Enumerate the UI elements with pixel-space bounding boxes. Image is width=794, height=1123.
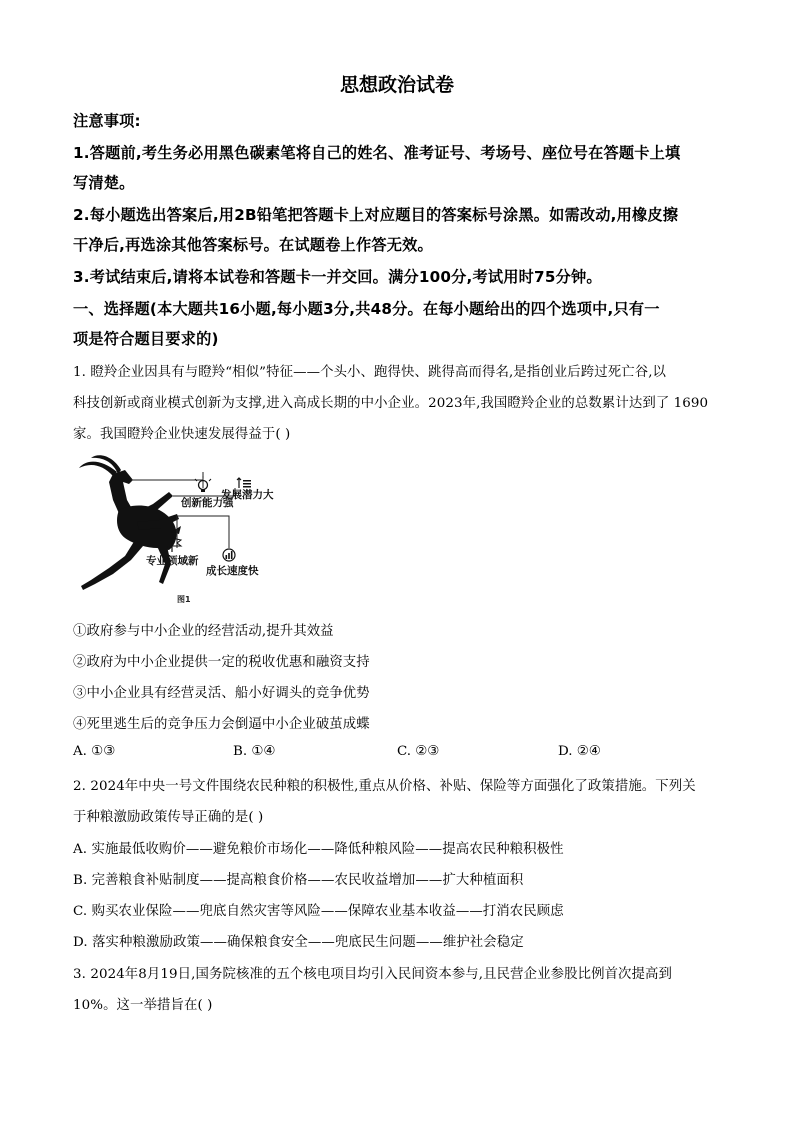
label-potential: 发展潜力大 [221,489,274,501]
q1-stem-2: 科技创新或商业模式创新为支撑,进入高成长期的中小企业。2023年,我国瞪羚企业的总数累计达到了 1690 [73,396,709,411]
q2-option-a[interactable]: A. 实施最低收购价——避免粮价市场化——降低种粮风险——提高农民种粮积极性 [73,842,564,857]
page-title: 思想政治试卷 [339,74,454,96]
notice-item-1-cont: 写清楚。 [73,174,135,192]
label-field: 专业领域新 [146,555,199,567]
q1-option-b[interactable]: B. ①④ [233,744,276,759]
q2-stem-1: 2. 2024年中央一号文件围绕农民种粮的积极性,重点从价格、补贴、保险等方面强化了政策措施。下列关 [73,779,696,794]
growth-chart-icon [223,549,235,561]
q3-stem-1: 3. 2024年8月19日,国务院核准的五个核电项目均引入民间资本参与,且民营企业参股比例首次提高到 [73,967,673,982]
q1-stem-1: 1. 瞪羚企业因具有与瞪羚“相似”特征——个头小、跑得快、跳得高而得名,是指创业后跨过死亡谷,以 [73,365,667,380]
notice-item-3: 3.考试结束后,请将本试卷和答题卡一并交回。满分100分,考试用时75分钟。 [73,268,602,286]
label-growth: 成长速度快 [206,565,259,577]
figure-1-gazelle [73,452,303,612]
q1-option-d[interactable]: D. ②④ [558,744,601,759]
label-innovation: 创新能力强 [181,497,234,509]
q2-option-d[interactable]: D. 落实种粮激励政策——确保粮食安全——兜底民生问题——维护社会稳定 [73,935,524,950]
q2-stem-2: 于种粮激励政策传导正确的是( ) [73,810,264,825]
notice-item-2-cont: 干净后,再选涂其他答案标号。在试题卷上作答无效。 [73,236,433,254]
q1-option-a[interactable]: A. ①③ [73,744,116,759]
notice-item-1: 1.答题前,考生务必用黑色碳素笔将自己的姓名、准考证号、考场号、座位号在答题卡上填 [73,144,681,162]
q3-stem-2: 10%。这一举措旨在( ) [73,998,213,1013]
notice-item-2: 2.每小题选出答案后,用2B铅笔把答题卡上对应题目的答案标号涂黑。如需改动,用橡皮擦 [73,206,679,224]
section-heading-cont: 项是符合题目要求的) [73,330,219,348]
rising-bars-icon [237,478,251,488]
section-heading: 一、选择题(本大题共16小题,每小题3分,共48分。在每小题给出的四个选项中,只有一 [73,300,660,318]
figure-caption: 图1 [177,595,191,604]
q1-statement-2: ②政府为中小企业提供一定的税收优惠和融资支持 [73,655,370,670]
q1-stem-3: 家。我国瞪羚企业快速发展得益于( ) [73,427,291,442]
q1-option-c[interactable]: C. ②③ [397,744,440,759]
q1-statement-3: ③中小企业具有经营灵活、船小好调头的竞争优势 [73,686,370,701]
q2-option-b[interactable]: B. 完善粮食补贴制度——提高粮食价格——农民收益增加——扩大种植面积 [73,873,524,888]
q1-statement-1: ①政府参与中小企业的经营活动,提升其效益 [73,624,334,639]
q2-option-c[interactable]: C. 购买农业保险——兜底自然灾害等风险——保障农业基本收益——打消农民顾虑 [73,904,564,919]
notice-heading: 注意事项: [73,112,141,130]
gazelle-illustration [79,455,181,590]
q1-statement-4: ④死里逃生后的竞争压力会倒逼中小企业破茧成蝶 [73,717,370,732]
